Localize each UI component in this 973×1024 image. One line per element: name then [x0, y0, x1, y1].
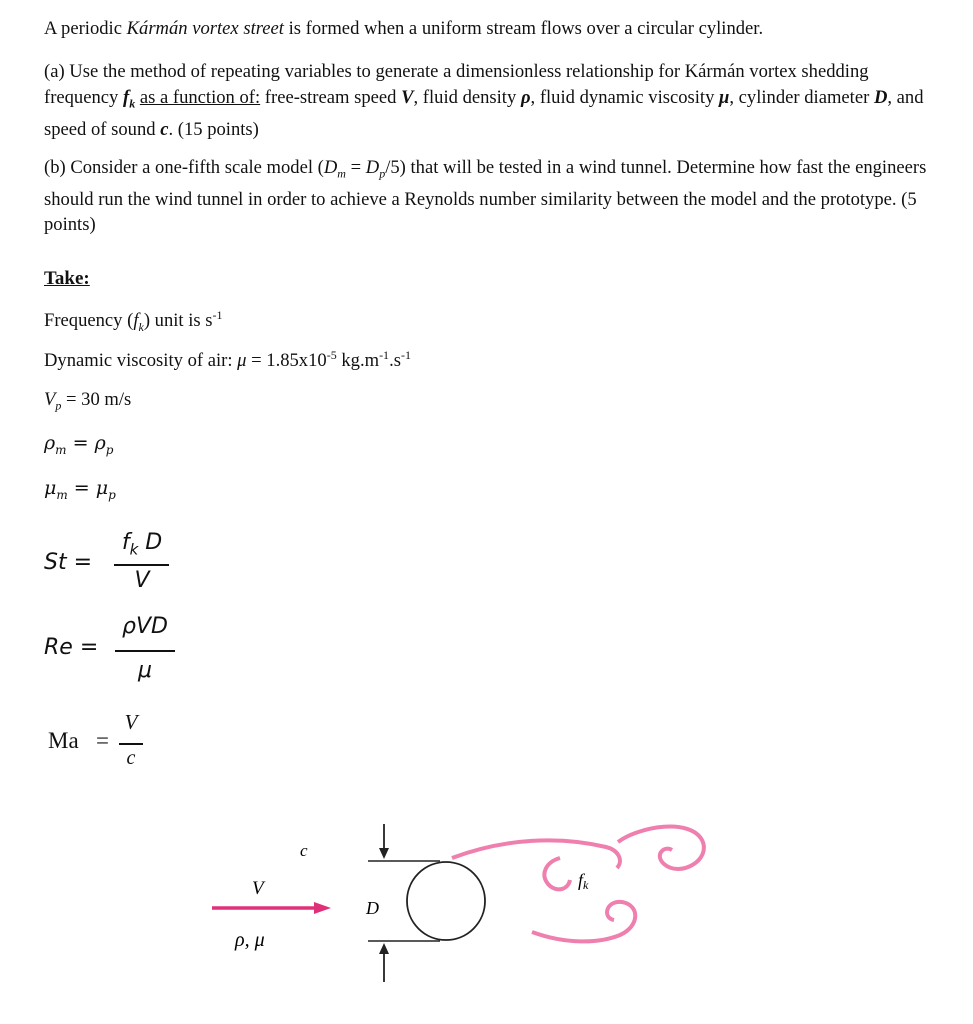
vortex-upper-curl-1	[544, 858, 570, 889]
viscosity-equality: $\mu_m = \mu_p$	[44, 477, 116, 502]
label-D: D	[366, 898, 379, 918]
intro-paragraph: A periodic Kármán vortex street is formed when a uniform stream flows over a circular cylinder.	[44, 18, 764, 39]
mach-numerator: V	[124, 710, 138, 734]
vortex-lower-trail	[532, 902, 635, 942]
part-a-paragraph: (a) Use the method of repeating variables to generate a dimensionless relationship for Kármán vortex shedding frequency $f_k$ as a function of: free-stream speed V, fluid density ρ, fluid dynamic viscosity μ, cylinder diameter D, and speed of sound c. (15 points)	[44, 61, 924, 140]
prototype-speed-line: $V_p = 30$ m/s	[44, 389, 132, 413]
frequency-unit-line: Frequency $(f_k)$ unit is $s^{-1}$	[44, 308, 223, 334]
reynolds-numerator: ρVD	[122, 614, 168, 639]
strouhal-fraction-bar	[114, 564, 169, 566]
vortex-upper-trail	[452, 840, 620, 868]
mach-denominator: c	[126, 747, 136, 769]
label-c: c	[300, 841, 308, 860]
part-b-paragraph: (b) Consider a one-fifth scale model $(D_m = D_p/5)$ that will be tested in a wind tunnel. Determine how fast the engineers should run the wind tunnel in order to achieve a Reynolds number similarity between the model and the prototype. (5 points)	[44, 157, 927, 235]
label-V: V	[252, 878, 264, 899]
strouhal-lhs: St =	[44, 550, 93, 575]
label-fk: fk	[578, 870, 589, 892]
label-rho-mu: ρ, μ	[235, 929, 265, 951]
density-equality: $\rho_m = \rho_p$	[44, 432, 114, 457]
strouhal-denominator: V	[134, 568, 150, 593]
reynolds-lhs: Re =	[44, 635, 99, 660]
take-heading: Take:	[44, 268, 90, 289]
mach-fraction-bar	[119, 743, 143, 745]
strouhal-numerator: $f_k$ D	[121, 530, 163, 559]
reynolds-fraction-bar	[115, 650, 175, 652]
mach-equals: =	[96, 728, 109, 753]
viscosity-line: Dynamic viscosity of air: $\mu = 1.85x10^{-5}$ $kg.m^{-1}.s^{-1}$	[44, 348, 411, 372]
flow-arrow-head	[314, 902, 331, 914]
vortex-upper-trail-2	[618, 827, 704, 869]
mach-lhs: Ma	[48, 728, 79, 753]
vortex-street-diagram	[0, 800, 973, 1024]
reynolds-denominator: μ	[138, 658, 152, 683]
cylinder	[407, 862, 485, 940]
